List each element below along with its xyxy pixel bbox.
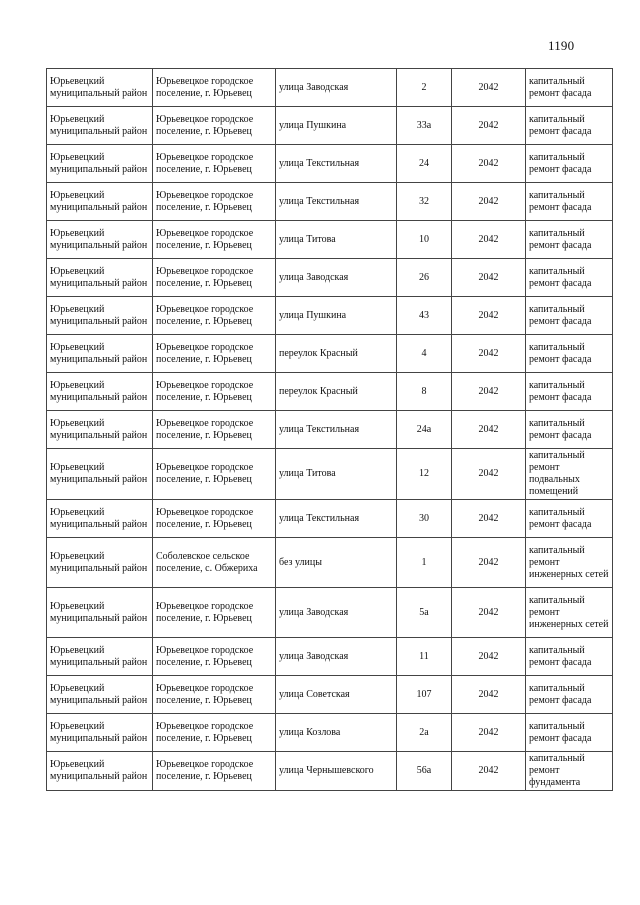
year-cell: 2042	[452, 500, 526, 538]
street-cell: улица Текстильная	[276, 411, 397, 449]
page-number: 1190	[548, 38, 575, 53]
district-cell: Юрьевецкий муниципальный район	[47, 752, 153, 791]
year-cell: 2042	[452, 259, 526, 297]
year-cell: 2042	[452, 373, 526, 411]
district-cell: Юрьевецкий муниципальный район	[47, 259, 153, 297]
street-cell: улица Заводская	[276, 259, 397, 297]
work-type-cell: капитальный ремонт фасада	[526, 183, 613, 221]
district-cell: Юрьевецкий муниципальный район	[47, 107, 153, 145]
work-type-cell: капитальный ремонт фасада	[526, 69, 613, 107]
year-cell: 2042	[452, 538, 526, 588]
street-cell: улица Козлова	[276, 714, 397, 752]
year-cell: 2042	[452, 183, 526, 221]
settlement-cell: Юрьевецкое городское поселение, г. Юрьевец	[153, 500, 276, 538]
district-cell: Юрьевецкий муниципальный район	[47, 183, 153, 221]
house-number-cell: 24	[397, 145, 452, 183]
work-type-cell: капитальный ремонт фасада	[526, 145, 613, 183]
year-cell: 2042	[452, 145, 526, 183]
table-row	[47, 259, 613, 297]
year-cell: 2042	[452, 714, 526, 752]
district-cell: Юрьевецкий муниципальный район	[47, 538, 153, 588]
table-row	[47, 297, 613, 335]
street-cell: улица Советская	[276, 676, 397, 714]
work-type-cell: капитальный ремонт фундамента	[526, 752, 613, 791]
settlement-cell: Юрьевецкое городское поселение, г. Юрьевец	[153, 676, 276, 714]
house-number-cell: 24а	[397, 411, 452, 449]
settlement-cell: Юрьевецкое городское поселение, г. Юрьевец	[153, 145, 276, 183]
settlement-cell: Юрьевецкое городское поселение, г. Юрьевец	[153, 297, 276, 335]
house-number-cell: 32	[397, 183, 452, 221]
settlement-cell: Юрьевецкое городское поселение, г. Юрьевец	[153, 411, 276, 449]
street-cell: улица Титова	[276, 221, 397, 259]
street-cell: улица Текстильная	[276, 183, 397, 221]
table-row	[47, 752, 613, 791]
table-row	[47, 183, 613, 221]
street-cell: улица Титова	[276, 449, 397, 500]
street-cell: без улицы	[276, 538, 397, 588]
house-number-cell: 8	[397, 373, 452, 411]
settlement-cell: Юрьевецкое городское поселение, г. Юрьевец	[153, 107, 276, 145]
street-cell: переулок Красный	[276, 373, 397, 411]
table-row	[47, 145, 613, 183]
settlement-cell: Соболевское сельское поселение, с. Обжериха	[153, 538, 276, 588]
work-type-cell: капитальный ремонт фасада	[526, 411, 613, 449]
house-number-cell: 1	[397, 538, 452, 588]
house-number-cell: 26	[397, 259, 452, 297]
year-cell: 2042	[452, 752, 526, 791]
district-cell: Юрьевецкий муниципальный район	[47, 500, 153, 538]
district-cell: Юрьевецкий муниципальный район	[47, 145, 153, 183]
table-row	[47, 69, 613, 107]
street-cell: улица Пушкина	[276, 297, 397, 335]
house-number-cell: 30	[397, 500, 452, 538]
work-type-cell: капитальный ремонт фасада	[526, 373, 613, 411]
house-number-cell: 5а	[397, 588, 452, 638]
table-row	[47, 449, 613, 500]
year-cell: 2042	[452, 676, 526, 714]
house-number-cell: 56а	[397, 752, 452, 791]
settlement-cell: Юрьевецкое городское поселение, г. Юрьевец	[153, 259, 276, 297]
district-cell: Юрьевецкий муниципальный район	[47, 449, 153, 500]
work-type-cell: капитальный ремонт фасада	[526, 714, 613, 752]
table-row	[47, 373, 613, 411]
table-row	[47, 411, 613, 449]
district-cell: Юрьевецкий муниципальный район	[47, 297, 153, 335]
house-number-cell: 2	[397, 69, 452, 107]
table-row	[47, 538, 613, 588]
settlement-cell: Юрьевецкое городское поселение, г. Юрьевец	[153, 221, 276, 259]
year-cell: 2042	[452, 335, 526, 373]
street-cell: улица Текстильная	[276, 500, 397, 538]
settlement-cell: Юрьевецкое городское поселение, г. Юрьевец	[153, 183, 276, 221]
house-number-cell: 11	[397, 638, 452, 676]
table-row	[47, 335, 613, 373]
district-cell: Юрьевецкий муниципальный район	[47, 221, 153, 259]
house-number-cell: 43	[397, 297, 452, 335]
settlement-cell: Юрьевецкое городское поселение, г. Юрьевец	[153, 69, 276, 107]
table-row	[47, 714, 613, 752]
settlement-cell: Юрьевецкое городское поселение, г. Юрьевец	[153, 638, 276, 676]
settlement-cell: Юрьевецкое городское поселение, г. Юрьевец	[153, 588, 276, 638]
street-cell: улица Заводская	[276, 69, 397, 107]
work-type-cell: капитальный ремонт инженерных сетей	[526, 588, 613, 638]
work-type-cell: капитальный ремонт фасада	[526, 259, 613, 297]
settlement-cell: Юрьевецкое городское поселение, г. Юрьевец	[153, 714, 276, 752]
year-cell: 2042	[452, 588, 526, 638]
work-type-cell: капитальный ремонт инженерных сетей	[526, 538, 613, 588]
house-number-cell: 107	[397, 676, 452, 714]
district-cell: Юрьевецкий муниципальный район	[47, 676, 153, 714]
year-cell: 2042	[452, 69, 526, 107]
street-cell: улица Текстильная	[276, 145, 397, 183]
work-type-cell: капитальный ремонт фасада	[526, 638, 613, 676]
settlement-cell: Юрьевецкое городское поселение, г. Юрьевец	[153, 373, 276, 411]
house-number-cell: 12	[397, 449, 452, 500]
house-number-cell: 33а	[397, 107, 452, 145]
settlement-cell: Юрьевецкое городское поселение, г. Юрьевец	[153, 752, 276, 791]
settlement-cell: Юрьевецкое городское поселение, г. Юрьевец	[153, 335, 276, 373]
work-type-cell: капитальный ремонт фасада	[526, 335, 613, 373]
work-type-cell: капитальный ремонт подвальных помещений	[526, 449, 613, 500]
district-cell: Юрьевецкий муниципальный район	[47, 373, 153, 411]
work-type-cell: капитальный ремонт фасада	[526, 221, 613, 259]
district-cell: Юрьевецкий муниципальный район	[47, 335, 153, 373]
district-cell: Юрьевецкий муниципальный район	[47, 588, 153, 638]
district-cell: Юрьевецкий муниципальный район	[47, 638, 153, 676]
table-row	[47, 588, 613, 638]
work-type-cell: капитальный ремонт фасада	[526, 500, 613, 538]
street-cell: переулок Красный	[276, 335, 397, 373]
settlement-cell: Юрьевецкое городское поселение, г. Юрьевец	[153, 449, 276, 500]
year-cell: 2042	[452, 449, 526, 500]
street-cell: улица Заводская	[276, 638, 397, 676]
registry-table-body	[47, 69, 613, 791]
work-type-cell: капитальный ремонт фасада	[526, 297, 613, 335]
district-cell: Юрьевецкий муниципальный район	[47, 714, 153, 752]
house-number-cell: 2а	[397, 714, 452, 752]
street-cell: улица Заводская	[276, 588, 397, 638]
year-cell: 2042	[452, 221, 526, 259]
street-cell: улица Чернышевского	[276, 752, 397, 791]
table-row	[47, 500, 613, 538]
year-cell: 2042	[452, 107, 526, 145]
district-cell: Юрьевецкий муниципальный район	[47, 69, 153, 107]
registry-table	[46, 68, 613, 791]
house-number-cell: 4	[397, 335, 452, 373]
street-cell: улица Пушкина	[276, 107, 397, 145]
work-type-cell: капитальный ремонт фасада	[526, 107, 613, 145]
table-row	[47, 107, 613, 145]
house-number-cell: 10	[397, 221, 452, 259]
district-cell: Юрьевецкий муниципальный район	[47, 411, 153, 449]
table-row	[47, 638, 613, 676]
year-cell: 2042	[452, 297, 526, 335]
year-cell: 2042	[452, 638, 526, 676]
year-cell: 2042	[452, 411, 526, 449]
work-type-cell: капитальный ремонт фасада	[526, 676, 613, 714]
table-row	[47, 221, 613, 259]
table-row	[47, 676, 613, 714]
